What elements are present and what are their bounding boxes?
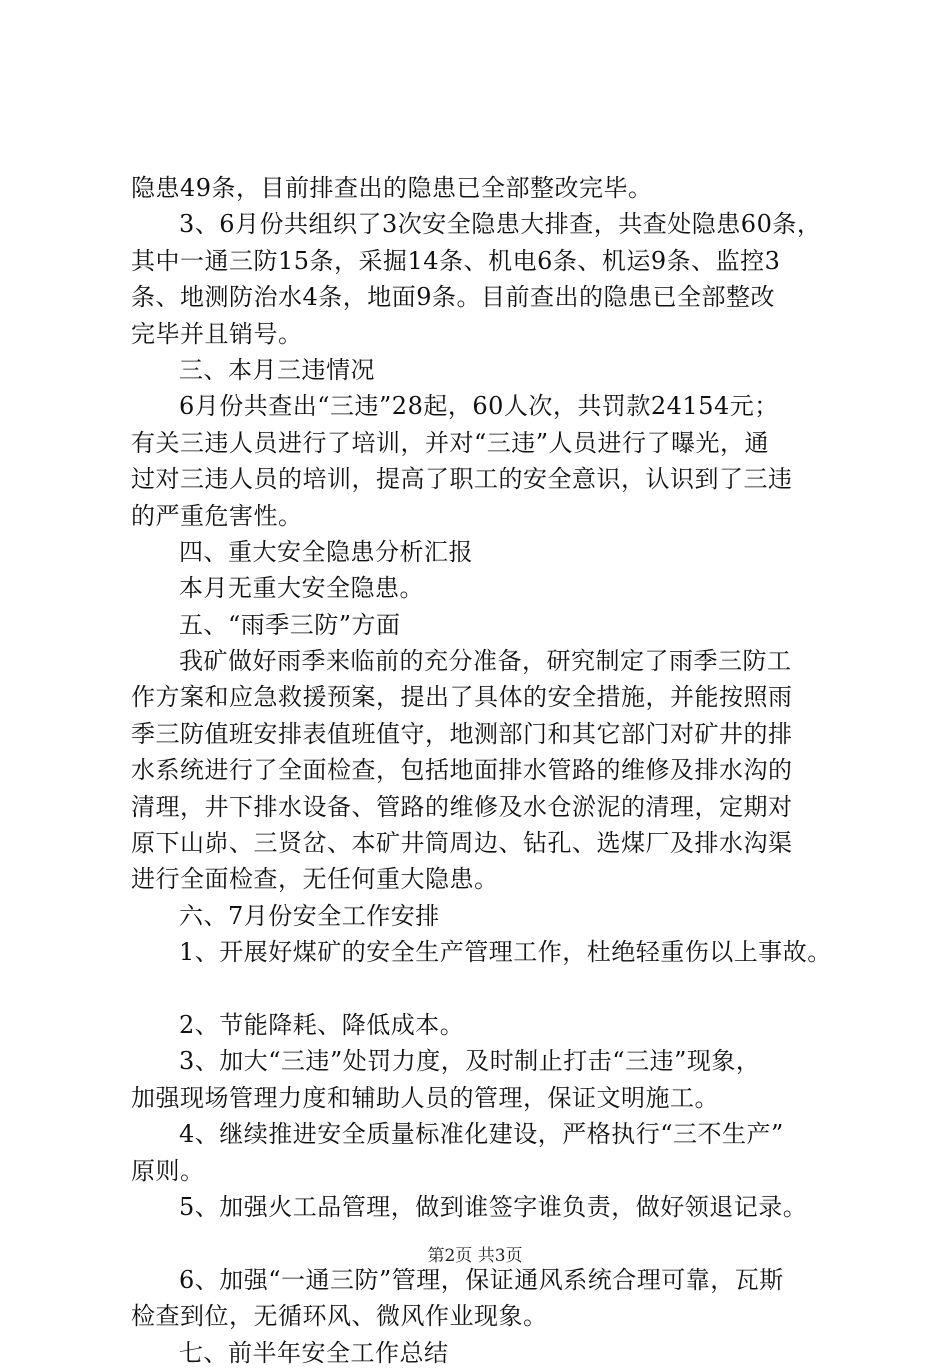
text-line: 6月份共查出“三违”28起，60人次，共罚款24154元； <box>179 392 779 421</box>
list-item: 5、加强火工品管理，做到谁签字谁负责，做好领退记录。 <box>179 1192 808 1221</box>
list-item: 4、继续推进安全质量标准化建设，严格执行“三不生产” <box>179 1120 784 1149</box>
page-footer: 第2页 共3页 <box>427 1246 523 1266</box>
text-line: 进行全面检查，无任何重大隐患。 <box>131 865 499 894</box>
section-heading: 七、前半年安全工作总结 <box>179 1338 449 1367</box>
text-line: 水系统进行了全面检查，包括地面排水管路的维修及排水沟的 <box>131 756 793 785</box>
text-line: 作方案和应急救援预案，提出了具体的安全措施，并能按照雨 <box>131 683 793 712</box>
list-item: 1、开展好煤矿的安全生产管理工作，杜绝轻重伤以上事故。 <box>179 938 832 967</box>
text-line: 完毕并且销号。 <box>131 319 303 348</box>
section-heading: 六、7月份安全工作安排 <box>179 901 440 930</box>
list-item: 3、加大“三违”处罚力度，及时制止打击“三违”现象， <box>179 1047 761 1076</box>
list-item: 2、节能降耗、降低成本。 <box>179 1010 465 1039</box>
text-line: 本月无重大安全隐患。 <box>179 574 424 603</box>
text-line: 过对三违人员的培训，提高了职工的安全意识，认识到了三违 <box>131 465 793 494</box>
text-line: 条、地测防治水4条，地面9条。目前查出的隐患已全部整改 <box>131 283 776 312</box>
text-line: 加强现场管理力度和辅助人员的管理，保证文明施工。 <box>131 1083 719 1112</box>
document-body <box>131 170 846 1371</box>
section-heading: 三、本月三违情况 <box>179 355 375 384</box>
text-line: 季三防值班安排表值班值守，地测部门和其它部门对矿井的排 <box>131 719 793 748</box>
text-line: 的严重危害性。 <box>131 501 303 530</box>
text-line: 有关三违人员进行了培训，并对“三违”人员进行了曝光，通 <box>131 428 770 457</box>
section-heading: 五、“雨季三防”方面 <box>179 610 401 639</box>
text-line: 原下山峁、三贤岔、本矿井筒周边、钻孔、选煤厂及排水沟渠 <box>131 829 793 858</box>
text-line: 清理，井下排水设备、管路的维修及水仓淤泥的清理，定期对 <box>131 792 793 821</box>
text-line: 检查到位，无循环风、微风作业现象。 <box>131 1302 548 1331</box>
text-line: 其中一通三防15条，采掘14条、机电6条、机运9条、监控3 <box>131 246 781 275</box>
text-line: 原则。 <box>131 1156 205 1185</box>
text-line: 我矿做好雨季来临前的充分准备，研究制定了雨季三防工 <box>179 647 792 676</box>
list-item: 6、加强“一通三防”管理，保证通风系统合理可靠，瓦斯 <box>179 1265 784 1294</box>
text-line: 隐患49条，目前排查出的隐患已全部整改完毕。 <box>131 174 653 202</box>
blank-line <box>131 971 846 1007</box>
text-line: 3、6月份共组织了3次安全隐患大排查，共查处隐患60条， <box>179 210 822 239</box>
section-heading: 四、重大安全隐患分析汇报 <box>179 537 473 566</box>
